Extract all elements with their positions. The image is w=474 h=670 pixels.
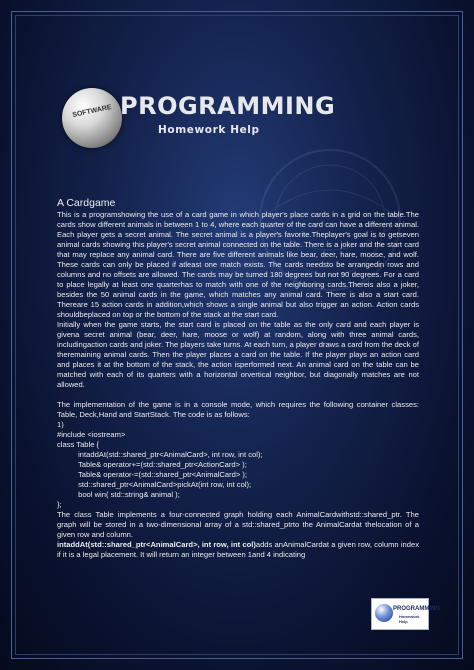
globe-icon xyxy=(62,88,122,148)
method-text: adds anAnimalCardat a given row, column index if it is a legal placement. It will return an integer between 1and 4 indicating xyxy=(57,540,420,559)
code-line: intaddAt(std::shared_ptr<AnimalCard>, int row, int col); xyxy=(57,450,263,459)
code-line: std::shared_ptr<AnimalCard>pickAt(int row, int col); xyxy=(57,480,252,489)
logo-subtitle: Homework Help xyxy=(158,124,260,136)
header-logo xyxy=(62,88,336,150)
rules-paragraph: Initially when the game starts, the start card is placed on the table as the only card and each player is givena secret animal (bear, deer, hare, moose or wolf) at random, along with three animal cards, includingaction cards and joker. The players take turns. At each turn, a player draws a card from the deck of theremaining animal cards. Then the player places a card on the table. If the player plays an action card and places it at the bottom of the stack, the action isperformed next. An animal card on the table can be matched with each of its quarters with a horizontal orvertical neighbor, but diagonally matches are not allowed. xyxy=(57,320,419,389)
badge-title: PROGRAMMING xyxy=(393,606,440,612)
code-line: class Table { xyxy=(57,440,100,449)
logo-globe-text: SOFTWARE xyxy=(71,103,113,120)
badge-subtitle: Homework Help xyxy=(399,614,420,624)
code-line: }; xyxy=(57,500,62,509)
method-description xyxy=(57,540,419,560)
footer-badge xyxy=(371,598,440,630)
intro-paragraph: This is a programshowing the use of a card game in which player's place cards in a grid on the table.The cards show different animals in between 1 to 4, where each quarter of the card can have a different animal. Each player gets a secret animal. The secret animal is a player's favorite.Theplayer's goal is to getseven animal cards showing this player's secret animal connected on the table. There is a joker and the start card that may replace any animal card. There are five different animals like bear, deer, hare, moose, and wolf. These cards can only be placed if atleast one match exists. The cards needsto be arrangedin rows and columns and no offsets are allowed. The cards may be turned 180 degrees but not 90 degrees. For a card to place legally at least one quarterhas to match with one of the neighboring cards.Thereis also a joker, besides the 50 animal cards in the game, which matches any animal card. There is also a start card. Thereare 15 action cards in addition,which shows a single animal but also trigger an action. Action cards shouldbeplaced on top or the bottom of the stack at the start card. xyxy=(57,210,419,319)
document-body xyxy=(57,197,419,560)
code-line: bool win( std::string& animal ); xyxy=(57,490,180,499)
table-description: The class Table implements a four-connected graph holding each AnimalCardwithstd::shared_ptr. The graph will be stored in a two-dimensional array of a std::shared_ptrto the AnimalCardat thelocation of a given row and column. xyxy=(57,510,419,539)
badge-globe-icon xyxy=(375,604,393,622)
code-line: #include <iostream> xyxy=(57,430,126,439)
code-line: Table& operator+=(std::shared_ptr<ActionCard> ); xyxy=(57,460,247,469)
paragraph-gap xyxy=(57,390,419,400)
code-block xyxy=(57,420,419,510)
code-line: 1) xyxy=(57,420,64,429)
section-heading: A Cardgame xyxy=(57,197,116,209)
logo-title: PROGRAMMING xyxy=(120,92,336,120)
method-signature: intaddAt(std::shared_ptr<AnimalCard>, int row, int col) xyxy=(57,540,256,549)
code-line: Table& operator-=(std::shared_ptr<AnimalCard> ); xyxy=(57,470,248,479)
implementation-paragraph: The implementation of the game is in a console mode, which requires the following container classes: Table, Deck,Hand and StartStack. The code is as follows: xyxy=(57,400,419,419)
